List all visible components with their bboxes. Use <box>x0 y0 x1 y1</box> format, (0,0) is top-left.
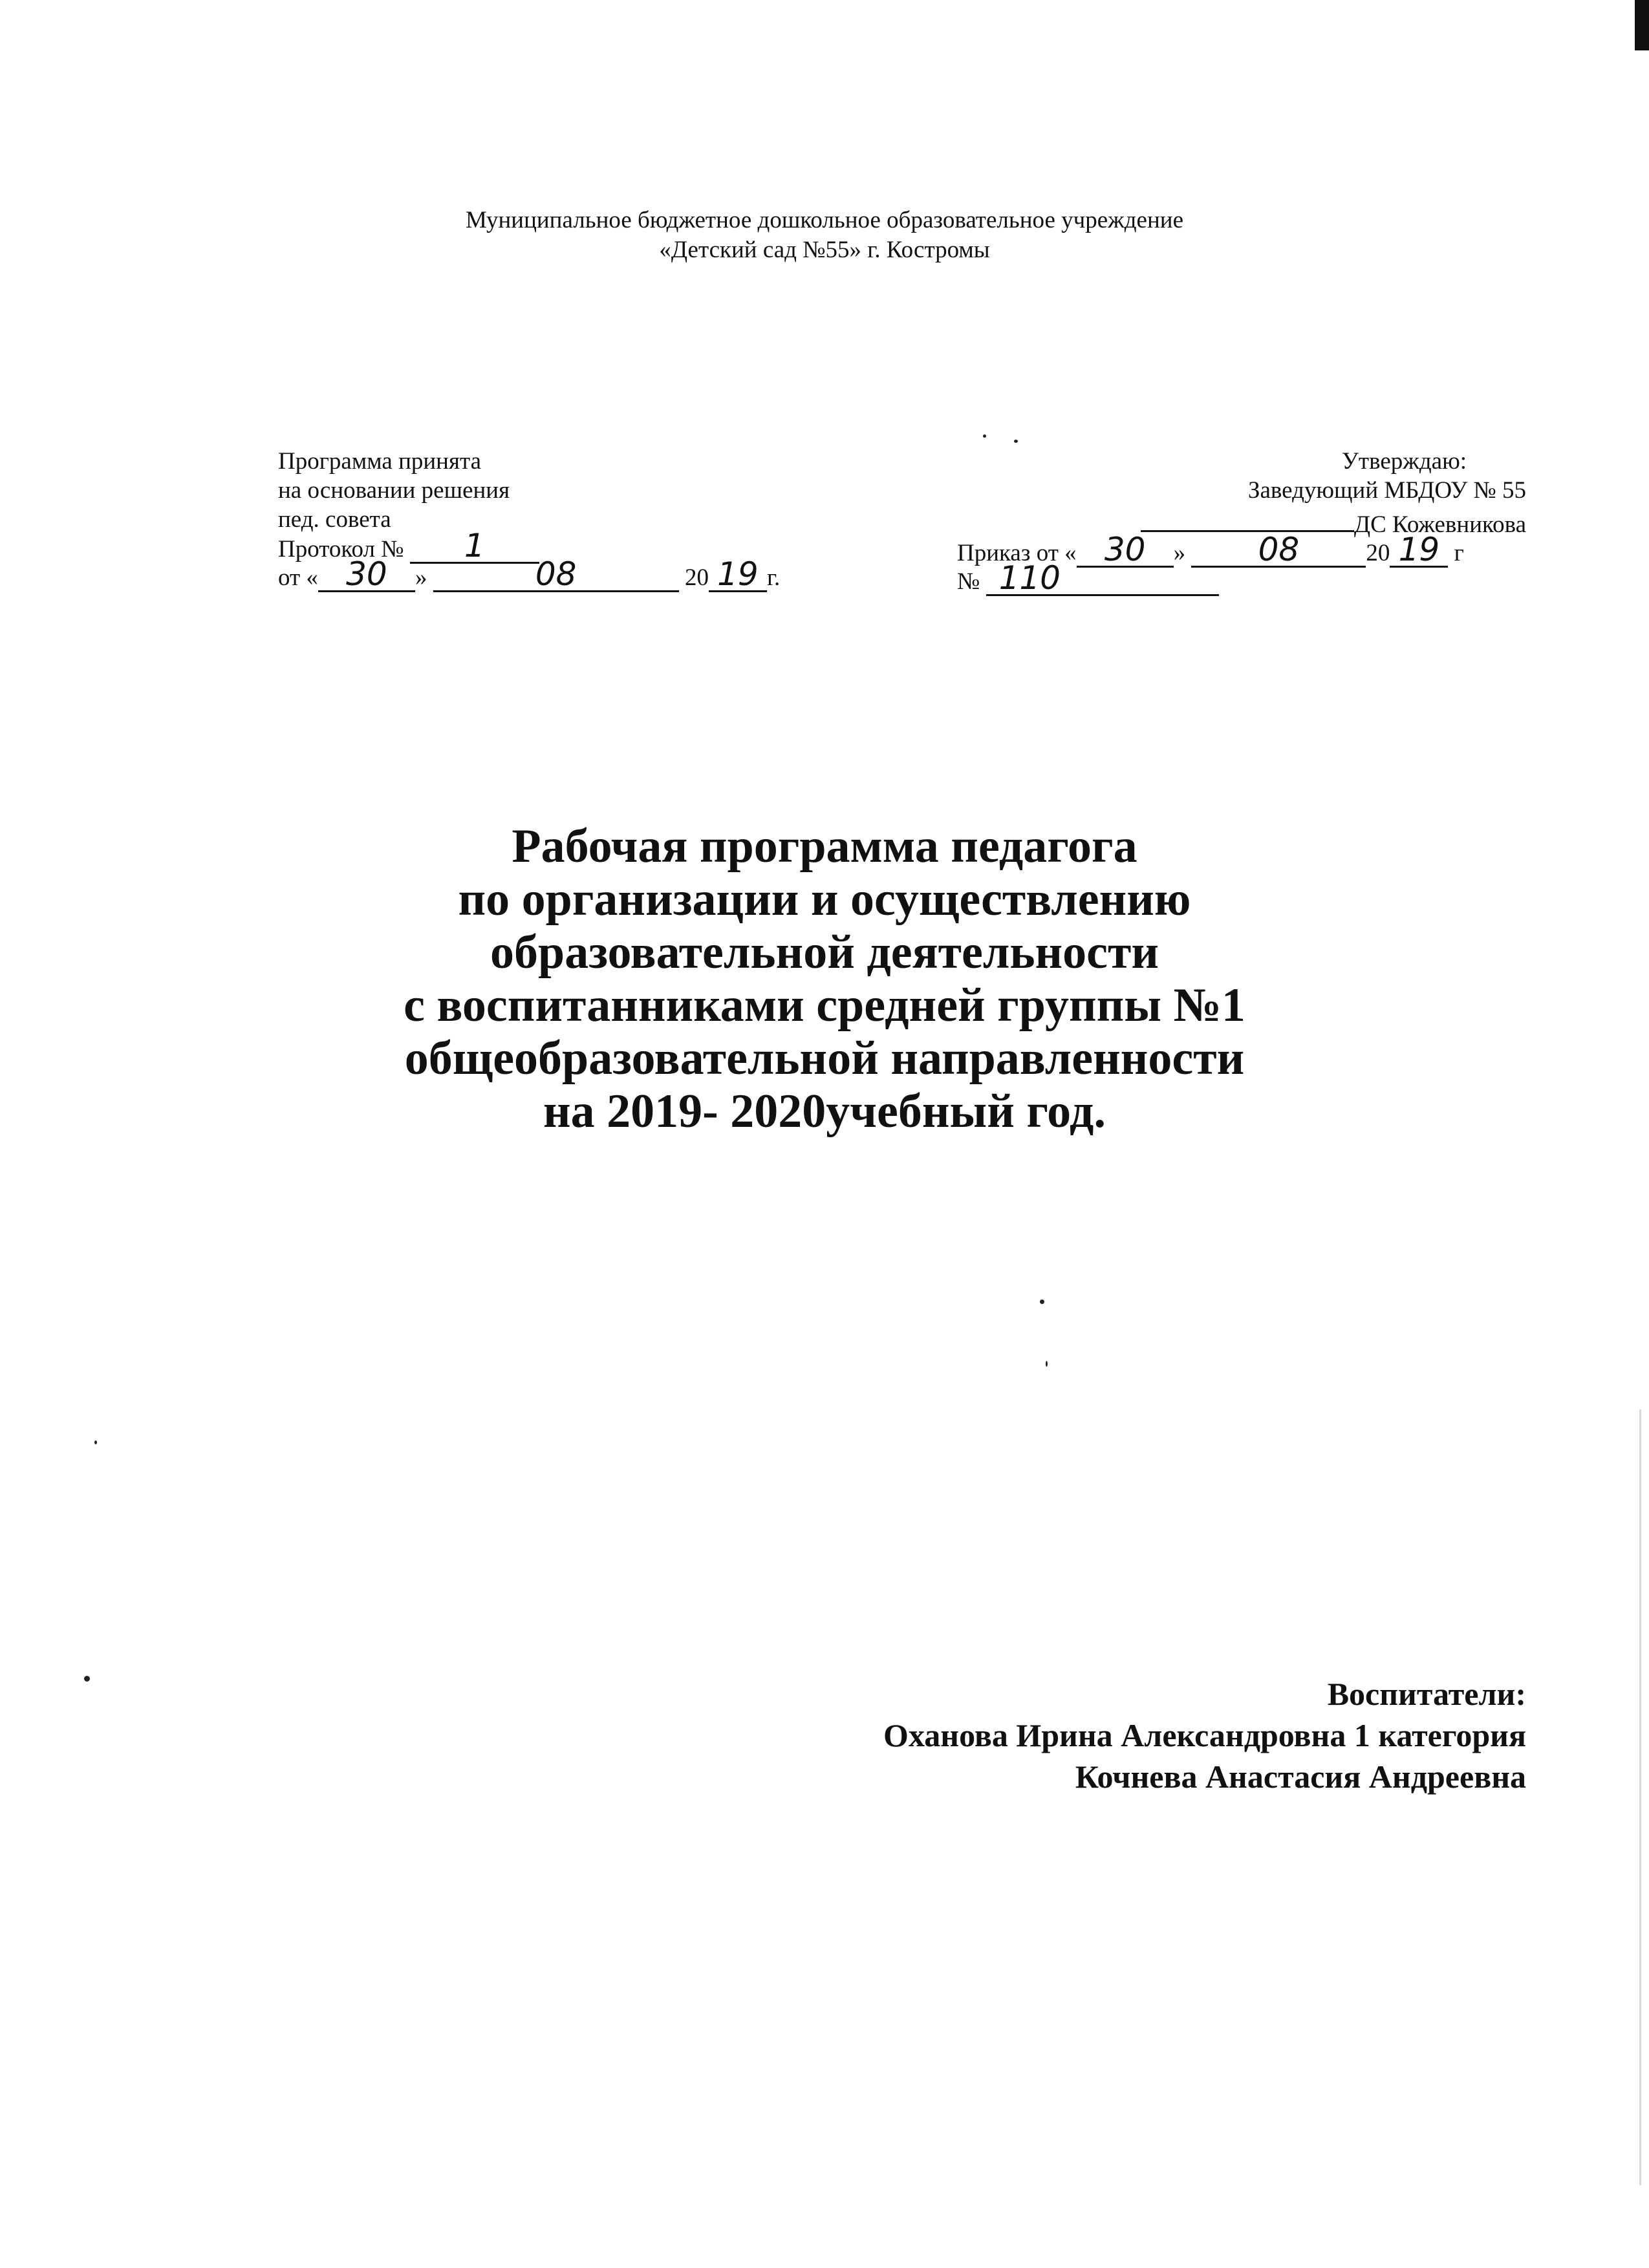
educator-2: Кочнева Анастасия Андреевна <box>1075 1759 1526 1795</box>
scan-speck <box>94 1440 97 1444</box>
title-line-3: образовательной деятельности <box>490 926 1159 979</box>
signatory-name: ДС Кожевникова <box>1353 511 1526 538</box>
protocol-year-suffix: 19 <box>709 558 767 592</box>
scan-speck <box>84 1676 90 1682</box>
scan-edge-mark <box>1635 0 1649 50</box>
accepted-line: Программа принята <box>278 448 482 475</box>
program-accepted-block <box>278 444 780 595</box>
protocol-month: 08 <box>433 558 679 592</box>
scan-speck <box>1046 1361 1048 1367</box>
order-number-label: № <box>957 568 980 595</box>
order-year-prefix: 20 <box>1366 540 1390 566</box>
educators-block <box>883 1673 1526 1797</box>
protocol-label: Протокол № <box>278 536 404 562</box>
protocol-date-line <box>278 555 781 595</box>
approval-block <box>957 444 1526 599</box>
approve-line: Утверждаю: <box>1341 448 1467 475</box>
protocol-number: 1 <box>410 530 539 564</box>
order-day: 30 <box>1077 533 1174 568</box>
date-close-quote: » <box>415 564 427 591</box>
title-line-5: общеобразовательной направленности <box>404 1032 1245 1085</box>
title-line-2: по организации и осуществлению <box>458 873 1191 926</box>
scan-speck <box>983 434 986 438</box>
document-title <box>0 820 1649 1138</box>
protocol-day: 30 <box>318 558 415 592</box>
protocol-year-end: г. <box>766 564 781 591</box>
educators-heading: Воспитатели: <box>1327 1676 1526 1712</box>
order-number: 110 <box>986 562 1219 596</box>
council-line: пед. совета <box>278 506 391 533</box>
signature-field <box>1141 504 1354 532</box>
order-prefix: Приказ от « <box>957 540 1077 566</box>
title-line-1: Рабочая программа педагога <box>512 820 1137 873</box>
institution-subtitle: «Детский сад №55» г. Костромы <box>659 237 990 263</box>
scan-speck <box>1014 440 1018 443</box>
order-close-quote: » <box>1173 540 1186 566</box>
title-line-6: на 2019- 2020учебный год. <box>543 1085 1106 1138</box>
institution-header <box>0 206 1649 265</box>
basis-line: на основании решения <box>278 477 510 504</box>
title-line-4: с воспитанниками средней группы №1 <box>404 979 1245 1032</box>
order-month: 08 <box>1191 533 1366 568</box>
educator-1: Оханова Ирина Александровна 1 категория <box>883 1717 1526 1753</box>
scan-edge-line <box>1639 1409 1641 2185</box>
protocol-year-prefix: 20 <box>684 564 709 591</box>
head-position: Заведующий МБДОУ № 55 <box>1247 477 1526 504</box>
date-open-quote: от « <box>278 564 318 591</box>
scan-speck <box>1040 1300 1044 1304</box>
order-year-end: г <box>1454 540 1464 566</box>
institution-name: Муниципальное бюджетное дошкольное образовательное учреждение <box>466 207 1183 233</box>
order-year-suffix: 19 <box>1390 533 1448 568</box>
